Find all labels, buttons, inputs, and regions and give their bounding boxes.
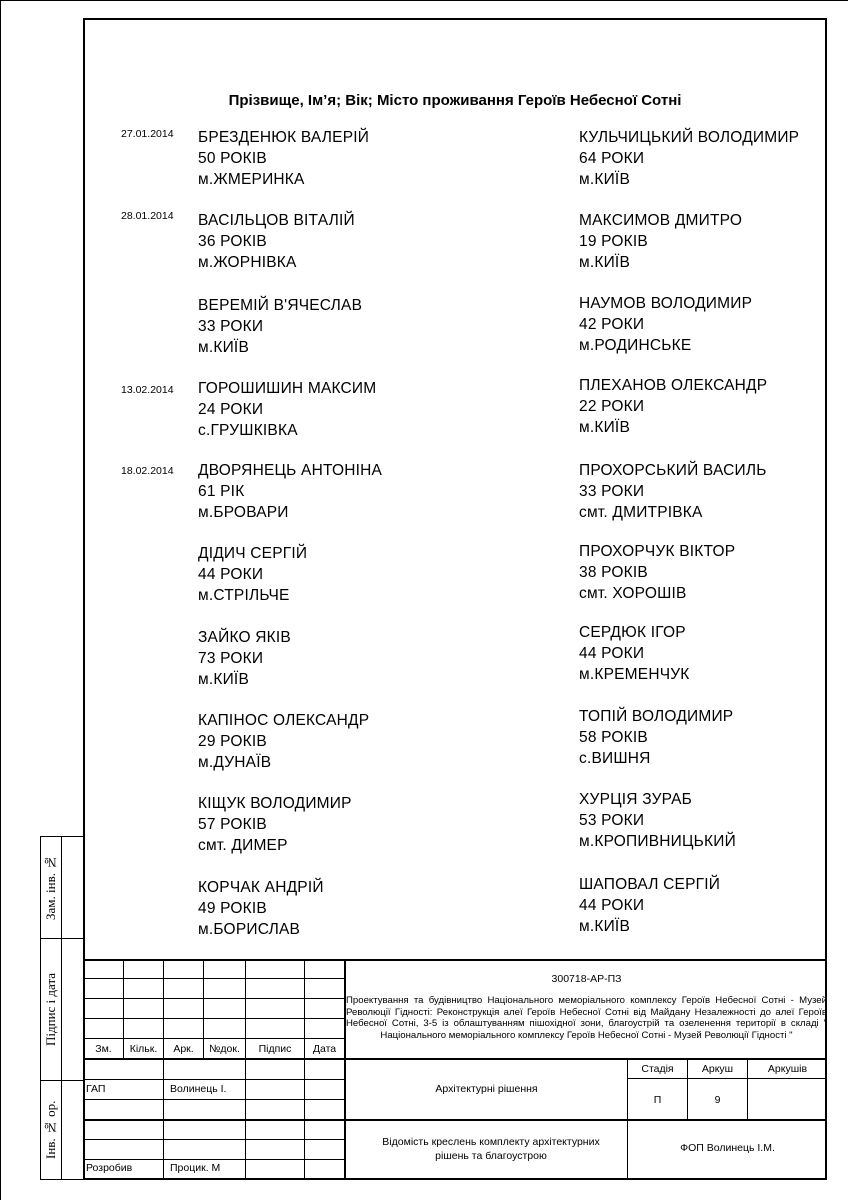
inv-replacement-label: Зам. інв. № [43,854,58,920]
signature-date-label: Підпис і дата [43,972,58,1046]
sheet-left-edge [0,0,1,1200]
hero-age: 38 РОКІВ [579,564,648,581]
sheets-label: Аркушів [767,1063,808,1075]
hero-city: м.КИЇВ [579,254,630,271]
hero-age: 42 РОКИ [579,316,645,333]
hero-city: с.ВИШНЯ [579,750,651,767]
hero-name: ВЕРЕМІЙ В'ЯЧЕСЛАВ [198,297,363,314]
hero-name: ГОРОШИШИН МАКСИМ [198,380,377,397]
hero-name: ЗАЙКО ЯКІВ [198,629,291,646]
developer-role: Розробив [86,1162,133,1174]
col-header-pidpys: Підпис [258,1043,292,1055]
hero-age: 44 РОКИ [579,897,645,914]
date-label: 13.02.2014 [121,384,174,396]
page-title: Прізвище, Ім’я; Вік; Місто проживання Героїв Небесної Сотні [228,92,682,109]
hero-age: 22 РОКИ [579,398,645,415]
hero-city: м.БРОВАРИ [198,504,289,521]
hero-city: м.КИЇВ [579,918,630,935]
hero-city: м.КИЇВ [579,171,630,188]
developer-name: Процик. М [170,1162,221,1174]
hero-name: МАКСИМОВ ДМИТРО [579,212,743,229]
hero-city: с.ГРУШКІВКА [198,422,298,439]
col-header-ark: Арк. [173,1043,194,1055]
hero-entry [198,627,291,690]
hero-city: м.ЖМЕРИНКА [198,171,305,188]
hero-entry [579,541,735,604]
hero-age: 53 РОКИ [579,812,645,829]
hero-entry [579,874,720,937]
hero-city: м.КИЇВ [198,339,249,356]
hero-name: ХУРЦІЯ ЗУРАБ [579,791,693,808]
hero-city: м.КИЇВ [198,671,249,688]
hero-city: смт. ДМИТРІВКА [579,504,703,521]
hero-entry [579,460,767,523]
col-header-ndok: №док. [209,1043,240,1055]
hero-name: ДІДИЧ СЕРГІЙ [198,545,308,562]
hero-age: 73 РОКИ [198,650,264,667]
hero-age: 49 РОКІВ [198,900,267,917]
gap-name: Волинець І. [170,1083,227,1095]
hero-entry [579,293,752,356]
hero-age: 58 РОКІВ [579,729,648,746]
hero-entry [198,210,355,273]
hero-name: ТОПІЙ ВОЛОДИМИР [579,708,734,725]
hero-age: 50 РОКІВ [198,150,267,167]
hero-entry [579,622,690,685]
doc-code: 300718-АР-ПЗ [551,973,622,985]
hero-entry [198,793,352,856]
inv-original-label: Інв. № ор. [43,1100,58,1160]
hero-age: 44 РОКИ [579,645,645,662]
hero-entry [198,378,376,441]
hero-name: КОРЧАК АНДРІЙ [198,879,324,896]
section-name: Архітектурні рішення [435,1083,538,1095]
date-label: 28.01.2014 [121,210,174,222]
hero-entry [198,127,369,190]
hero-age: 33 РОКИ [198,318,264,335]
stage-label: Стадія [641,1063,674,1075]
hero-age: 19 РОКІВ [579,233,648,250]
hero-city: м.ЖОРНІВКА [198,254,297,271]
hero-city: смт. ХОРОШІВ [579,585,687,602]
hero-name: ПЛЕХАНОВ ОЛЕКСАНДР [579,377,768,394]
hero-entry [198,460,382,523]
hero-entry [579,706,733,769]
hero-city: м.СТРІЛЬЧЕ [198,587,290,604]
hero-name: ПРОХОРЧУК ВІКТОР [579,543,736,560]
hero-name: ВАСІЛЬЦОВ ВІТАЛІЙ [198,212,355,229]
hero-entry [198,543,307,606]
hero-name: КАПІНОС ОЛЕКСАНДР [198,712,370,729]
hero-age: 29 РОКІВ [198,733,267,750]
stage-value: П [653,1094,662,1106]
hero-entry [198,710,369,773]
sheet-value: 9 [714,1094,721,1106]
hero-city: м.КРЕМЕНЧУК [579,666,690,683]
hero-age: 33 РОКИ [579,483,645,500]
hero-age: 24 РОКИ [198,401,264,418]
hero-entry [579,789,736,852]
hero-age: 57 РОКІВ [198,816,267,833]
hero-entry [579,127,799,190]
hero-name: КУЛЬЧИЦЬКИЙ ВОЛОДИМИР [579,129,800,146]
gap-role: ГАП [86,1083,106,1095]
hero-city: м.КИЇВ [579,419,630,436]
hero-city: м.РОДИНСЬКЕ [579,337,692,354]
hero-name: СЕРДЮК ІГОР [579,624,686,641]
col-header-kilk: Кільк. [129,1043,158,1055]
hero-age: 36 РОКІВ [198,233,267,250]
hero-entry [579,375,767,438]
col-header-data: Дата [312,1043,337,1055]
hero-entry [579,210,742,273]
hero-name: КІЩУК ВОЛОДИМИР [198,795,352,812]
project-description: Проектування та будівництво Національного меморіального комплексу Героїв Небесної Сотні - Музей Революції Гідності: Реконструкція алеї Героїв Небесної Сотні від Майдану Незалежності до алеї Героїв Небесної Сотні, 3-5 із облаштуванням пішохідної зони, благоустрій та озеленення території в складі " Національного меморіального комплексу Героїв Небесної Сотні - Музей Революції Гідності " [346,995,827,1041]
sheet-top-edge [0,0,848,1]
company-name: ФОП Волинець І.М. [680,1142,775,1154]
hero-city: м.КРОПИВНИЦЬКИЙ [579,833,736,850]
hero-name: ШАПОВАЛ СЕРГІЙ [579,876,721,893]
hero-name: ДВОРЯНЕЦЬ АНТОНІНА [198,462,383,479]
sheet-title: Відомість креслень комплекту архітектурних рішень та благоустрою [382,1136,600,1162]
hero-name: НАУМОВ ВОЛОДИМИР [579,295,753,312]
hero-city: м.ДУНАЇВ [198,754,272,771]
hero-city: м.БОРИСЛАВ [198,921,301,938]
sheet-label: Аркуш [701,1063,734,1075]
date-label: 27.01.2014 [121,128,174,140]
hero-city: смт. ДИМЕР [198,837,288,854]
hero-age: 44 РОКИ [198,566,264,583]
hero-name: ПРОХОРСЬКИЙ ВАСИЛЬ [579,462,767,479]
hero-name: БРЕЗДЕНЮК ВАЛЕРІЙ [198,129,370,146]
hero-entry [198,877,324,940]
col-header-zm: Зм. [95,1043,112,1055]
hero-age: 61 РІК [198,483,245,500]
date-label: 18.02.2014 [121,465,174,477]
hero-age: 64 РОКИ [579,150,645,167]
hero-entry [198,295,362,358]
